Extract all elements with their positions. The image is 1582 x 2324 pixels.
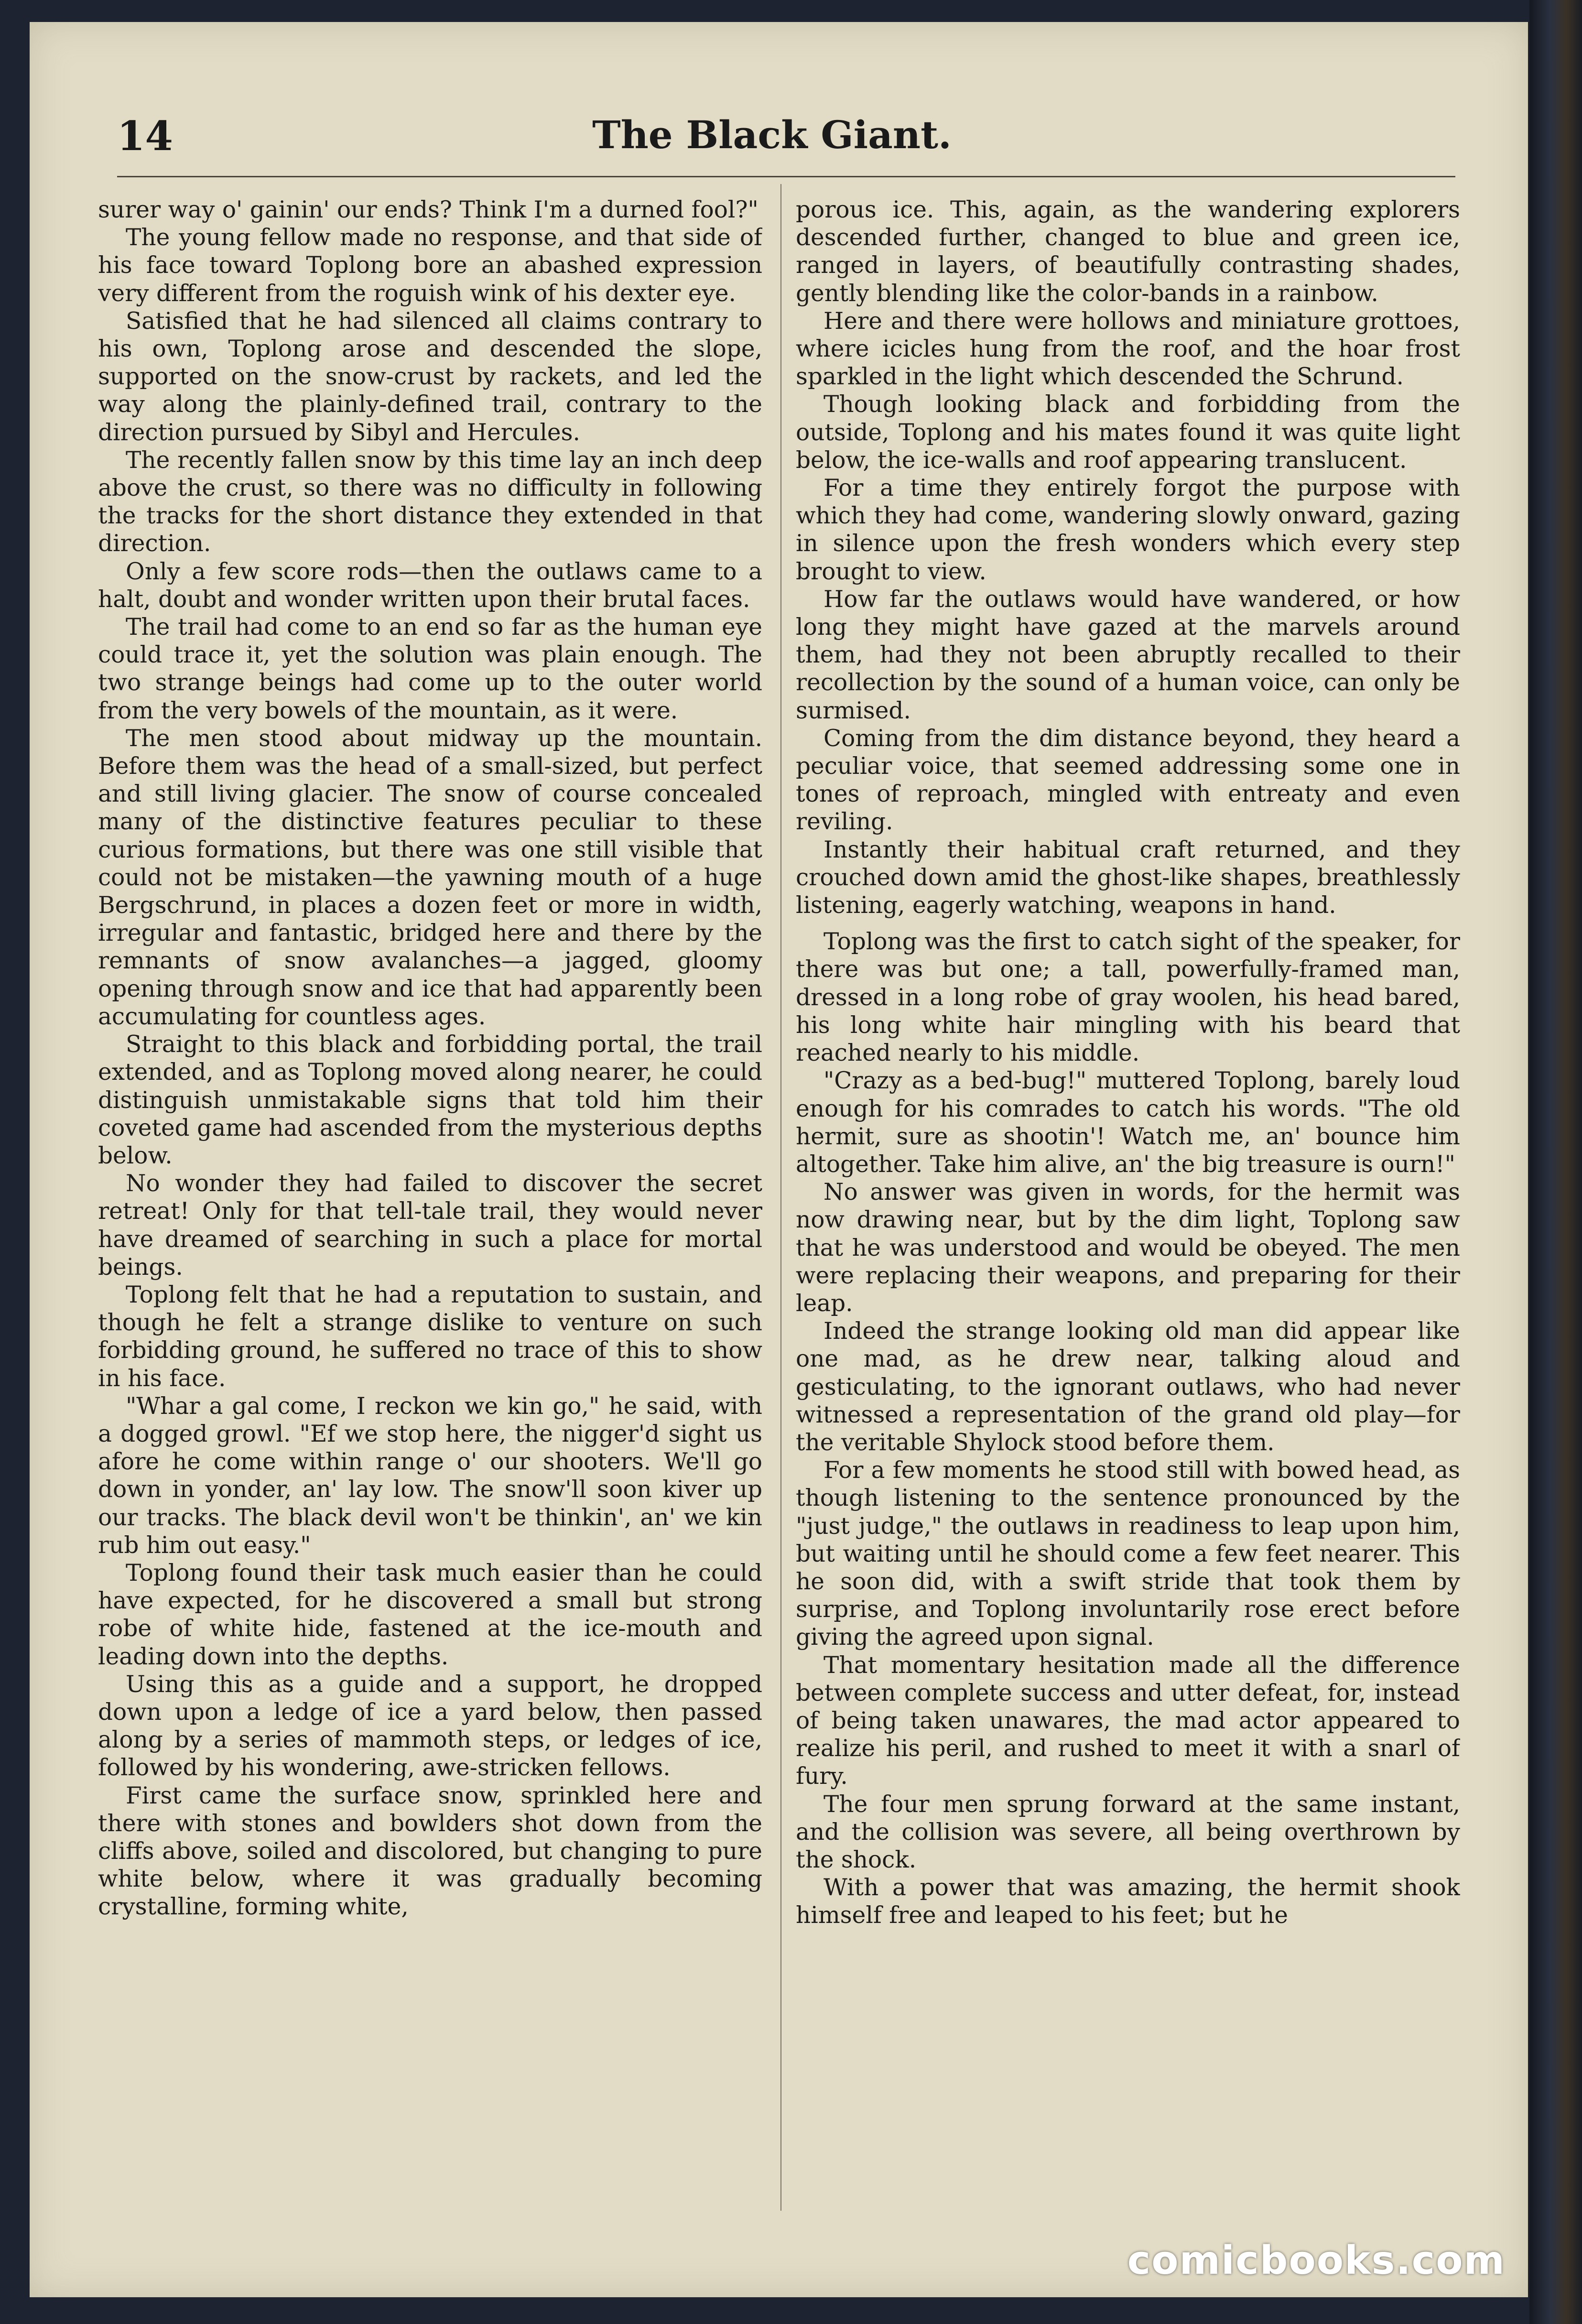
paragraph: Toplong found their task much easier than he could have expected, for he discovered a small but strong robe of white hide, fastened at the ice-mouth and leading down into the depths. xyxy=(98,1559,762,1670)
page-header xyxy=(88,86,1455,210)
paragraph: The recently fallen snow by this time lay an inch deep above the crust, so there was no difficulty in following the tracks for the short distance they extended in that direction. xyxy=(98,446,762,557)
paragraph: Though looking black and forbidding from the outside, Toplong and his mates found it was quite light below, the ice-walls and roof appearing translucent. xyxy=(796,391,1460,474)
paragraph: For a few moments he stood still with bowed head, as though listening to the sentence pronounced by the "just judge," the outlaws in readiness to leap upon him, but waiting until he should come a few feet nearer. This he soon did, with a swift stride that took them by surprise, and Toplong involuntarily rose erect before giving the agreed upon signal. xyxy=(796,1457,1460,1651)
paragraph: First came the surface snow, sprinkled here and there with stones and bowlders shot down from the cliffs above, soiled and discolored, but changing to pure white below, where it was gradually becoming crystalline, forming white, xyxy=(98,1782,762,1921)
paragraph: porous ice. This, again, as the wandering explorers descended further, changed to blue and green ice, ranged in layers, of beautifully contrasting shades, gently blending like the color-bands in a rainbow. xyxy=(796,196,1460,307)
paragraph: For a time they entirely forgot the purpose with which they had come, wandering slowly onward, gazing in silence upon the fresh wonders which every step brought to view. xyxy=(796,475,1460,585)
paragraph: The men stood about midway up the mountain. Before them was the head of a small-sized, but perfect and still living glacier. The snow of course concealed many of the distinctive features peculiar to these curious formations, but there was one still visible that could not be mistaken—the yawning mouth of a huge Bergschrund, in places a dozen feet or more in width, irregular and fantastic, bridged here and there by the remnants of snow avalanches—a jagged, gloomy opening through snow and ice that had apparently been accumulating for countless ages. xyxy=(98,725,762,1030)
paragraph: With a power that was amazing, the hermit shook himself free and leaped to his feet; but he xyxy=(796,1874,1460,1929)
right-column xyxy=(796,196,1460,2184)
paragraph: Satisfied that he had silenced all claims contrary to his own, Toplong arose and descended the slope, supported on the snow-crust by rackets, and led the way along the plainly-defined trail, contrary to the direction pursued by Sibyl and Hercules. xyxy=(98,307,762,446)
paragraph: "Crazy as a bed-bug!" muttered Toplong, barely loud enough for his comrades to catch his words. "The old hermit, sure as shootin'! Watch me, an' bounce him altogether. Take him alive, an' the big treasure is ourn!" xyxy=(796,1067,1460,1178)
book-spine xyxy=(1529,0,1582,2324)
page-number: 14 xyxy=(117,112,173,160)
left-column xyxy=(98,196,762,2184)
paragraph: Using this as a guide and a support, he dropped down upon a ledge of ice a yard below, then passed along by a series of mammoth steps, or ledges of ice, followed by his wondering, awe-stricken fellows. xyxy=(98,1671,762,1781)
paragraph: The four men sprung forward at the same instant, and the collision was severe, all being overthrown by the shock. xyxy=(796,1791,1460,1873)
paragraph: Toplong felt that he had a reputation to sustain, and though he felt a strange dislike to venture on such forbidding ground, he suffered no trace of this to show in his face. xyxy=(98,1281,762,1392)
paragraph: "Whar a gal come, I reckon we kin go," he said, with a dogged growl. "Ef we stop here, the nigger'd sight us afore he come within range o' our shooters. We'll go down in yonder, an' lay low. The snow'll soon kiver up our tracks. The black devil won't be thinkin', an' we kin rub him out easy." xyxy=(98,1392,762,1559)
paragraph: Indeed the strange looking old man did appear like one mad, as he drew near, talking aloud and gesticulating, to the ignorant outlaws, who had never witnessed a representation of the grand old play—for the veritable Shylock stood before them. xyxy=(796,1318,1460,1456)
header-rule xyxy=(117,176,1455,177)
watermark: comicbooks.com xyxy=(1127,2238,1506,2283)
paragraph: How far the outlaws would have wandered, or how long they might have gazed at the marvels around them, had they not been abruptly recalled to their recollection by the sound of a human voice, can only be surmised. xyxy=(796,586,1460,724)
paragraph: Toplong was the first to catch sight of the speaker, for there was but one; a tall, powerfully-framed man, dressed in a long robe of gray woolen, his head bared, his long white hair mingling with his beard that reached nearly to his middle. xyxy=(796,928,1460,1067)
paragraph: Instantly their habitual craft returned, and they crouched down amid the ghost-like shapes, breathlessly listening, eagerly watching, weapons in hand. xyxy=(796,836,1460,919)
paragraph: Only a few score rods—then the outlaws came to a halt, doubt and wonder written upon their brutal faces. xyxy=(98,558,762,613)
paragraph: The young fellow made no response, and that side of his face toward Toplong bore an abashed expression very different from the roguish wink of his dexter eye. xyxy=(98,224,762,307)
paragraph: Straight to this black and forbidding portal, the trail extended, and as Toplong moved along nearer, he could distinguish unmistakable signs that told him their coveted game had ascended from the mysterious depths below. xyxy=(98,1031,762,1169)
paragraph: Coming from the dim distance beyond, they heard a peculiar voice, that seemed addressing some one in tones of reproach, mingled with entreaty and even reviling. xyxy=(796,725,1460,836)
running-head-title: The Black Giant. xyxy=(592,112,952,157)
paragraph: No wonder they had failed to discover the secret retreat! Only for that tell-tale trail, they would never have dreamed of searching in such a place for mortal beings. xyxy=(98,1170,762,1281)
paragraph: surer way o' gainin' our ends? Think I'm a durned fool?" xyxy=(98,196,758,223)
paragraph: Here and there were hollows and miniature grottoes, where icicles hung from the roof, and the hoar frost sparkled in the light which descended the Schrund. xyxy=(796,307,1460,391)
paragraph: The trail had come to an end so far as the human eye could trace it, yet the solution was plain enough. The two strange beings had come up to the outer world from the very bowels of the mountain, as it were. xyxy=(98,614,762,724)
paragraph: That momentary hesitation made all the difference between complete success and utter defeat, for, instead of being taken unawares, the mad actor appeared to realize his peril, and rushed to meet it with a snarl of fury. xyxy=(796,1651,1460,1790)
paragraph: No answer was given in words, for the hermit was now drawing near, but by the dim light, Toplong saw that he was understood and would be obeyed. The men were replacing their weapons, and preparing for their leap. xyxy=(796,1179,1460,1317)
column-divider xyxy=(780,184,781,2211)
